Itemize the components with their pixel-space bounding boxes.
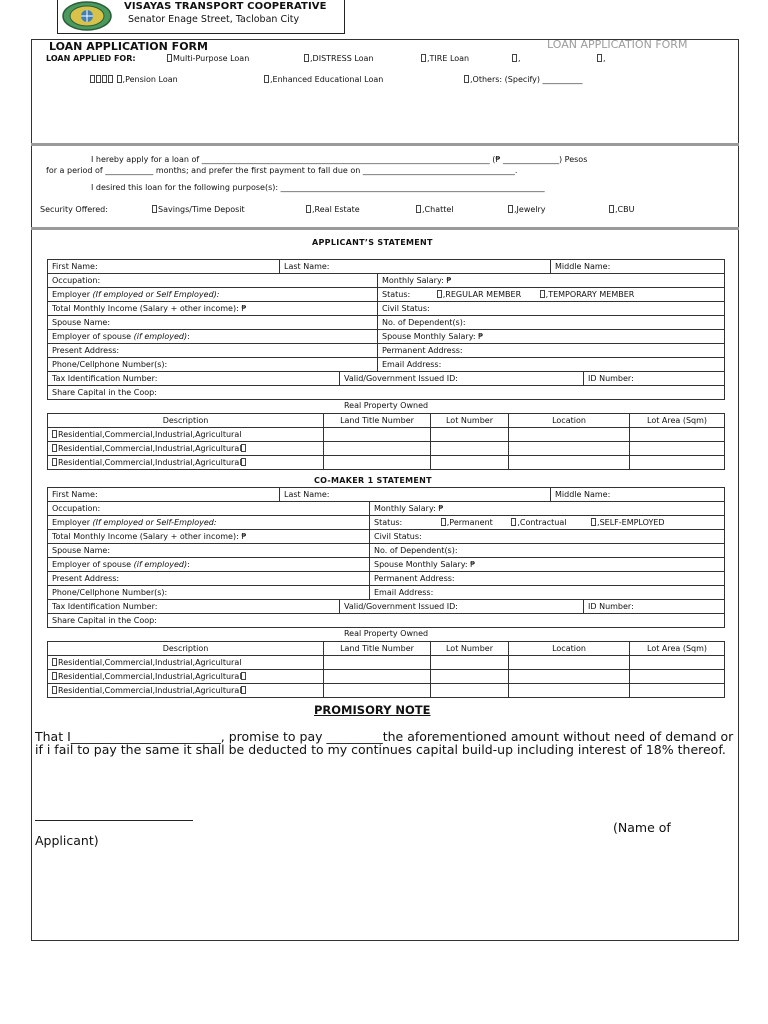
column-header: Lot Area (Sqm) [630,413,725,427]
column-header: Land Title Number [324,413,431,427]
table-row [48,614,725,628]
name-of-label: (Name of [613,820,671,835]
tin-field[interactable]: Tax Identification Number: [48,372,340,386]
checkbox-icon [464,75,469,83]
form-title-ghost: LOAN APPLICATION FORM [547,38,688,51]
checkbox-icon [508,205,513,213]
column-header: Description [48,413,324,427]
email-field[interactable]: Email Address: [378,358,725,372]
security-option-jewelry[interactable]: ,Jewelry [508,205,546,214]
table-row [48,488,725,502]
status-option-self-employed[interactable]: ,SELF-EMPLOYED [591,518,665,527]
applicant-label: Applicant) [35,833,99,848]
location-cell[interactable] [509,669,630,683]
checkbox-icon [90,75,95,83]
monthly-salary-field[interactable]: Monthly Salary: ₱ [370,502,725,516]
membership-status-field[interactable]: Status: ,REGULAR MEMBER ,TEMPORARY MEMBER [378,288,725,302]
spouse-employer-field[interactable]: Employer of spouse (if employed): [48,330,378,344]
checkbox-icon [167,54,172,62]
occupation-field[interactable]: Occupation: [48,502,370,516]
table-row [48,386,725,400]
table-row [48,288,725,302]
checkbox-icon [264,75,269,83]
security-offered-label: Security Offered: [40,205,108,214]
property-description[interactable]: Residential,Commercial,Industrial,Agricultural [48,669,324,683]
land-title-cell[interactable] [324,427,431,441]
comaker-statement-title: CO-MAKER 1 STATEMENT [314,476,432,485]
table-row [48,627,725,641]
table-row [48,372,725,386]
security-option-real-estate[interactable]: ,Real Estate [306,205,360,214]
checkbox-icon [52,444,57,452]
status-option-regular[interactable]: ,REGULAR MEMBER [437,290,521,299]
lot-area-cell[interactable] [630,683,725,697]
security-option-cbu[interactable]: ,CBU [609,205,634,214]
table-row [48,641,725,655]
loan-purpose-line[interactable]: I desired this loan for the following purpose(s): __________________________________________________________________ [91,183,545,192]
checkbox-icon [241,686,246,694]
checkbox-icon [609,205,614,213]
table-row [48,413,725,427]
column-header: Location [509,641,630,655]
location-cell[interactable] [509,427,630,441]
first-name-field[interactable]: First Name: [48,260,280,274]
lot-number-cell[interactable] [431,669,509,683]
table-row [48,260,725,274]
lot-number-cell[interactable] [431,427,509,441]
share-capital-field[interactable]: Share Capital in the Coop: [48,614,725,628]
status-option-temporary[interactable]: ,TEMPORARY MEMBER [540,290,635,299]
id-number-field[interactable]: ID Number: [584,372,725,386]
dependents-field[interactable]: No. of Dependent(s): [378,316,725,330]
checkbox-icon [306,205,311,213]
checkbox-icon [52,658,57,666]
dependents-field[interactable]: No. of Dependent(s): [370,544,725,558]
coop-address: Senator Enage Street, Tacloban City [128,14,300,25]
employer-field[interactable]: Employer (If employed or Self Employed): [48,288,378,302]
property-title: Real Property Owned [48,627,725,641]
gov-id-field[interactable]: Valid/Government Issued ID: [340,372,584,386]
total-income-field[interactable]: Total Monthly Income (Salary + other income): ₱ [48,530,370,544]
checkbox-icon [304,54,309,62]
lot-area-cell[interactable] [630,669,725,683]
column-header: Lot Number [431,413,509,427]
table-row [48,344,725,358]
table-row [48,544,725,558]
checkbox-icon [52,672,57,680]
status-option-contractual[interactable]: ,Contractual [511,518,566,527]
lot-area-cell[interactable] [630,441,725,455]
lot-number-cell[interactable] [431,655,509,669]
tin-field[interactable]: Tax Identification Number: [48,600,340,614]
security-option-savings[interactable]: Savings/Time Deposit [152,205,245,214]
table-row [48,302,725,316]
id-number-field[interactable]: ID Number: [584,600,725,614]
signature-line[interactable] [35,820,193,821]
lot-area-cell[interactable] [630,427,725,441]
table-row [48,330,725,344]
property-description[interactable]: Residential,Commercial,Industrial,Agricultural [48,441,324,455]
promissory-note-title: PROMISORY NOTE [314,703,431,717]
table-row [48,600,725,614]
monthly-salary-field[interactable]: Monthly Salary: ₱ [378,274,725,288]
spouse-employer-field[interactable]: Employer of spouse (if employed): [48,558,370,572]
table-row [48,655,725,669]
phone-field[interactable]: Phone/Cellphone Number(s): [48,586,370,600]
middle-name-field[interactable]: Middle Name: [551,488,725,502]
property-description[interactable]: Residential,Commercial,Industrial,Agricultural [48,655,324,669]
last-name-field[interactable]: Last Name: [280,488,551,502]
form-title: LOAN APPLICATION FORM [49,40,208,53]
checkbox-icon [597,54,602,62]
table-row [48,572,725,586]
land-title-cell[interactable] [324,669,431,683]
table-row [48,274,725,288]
column-header: Lot Number [431,641,509,655]
checkbox-icon [102,75,107,83]
table-row [48,683,725,697]
property-description[interactable]: Residential,Commercial,Industrial,Agricultural [48,683,324,697]
land-title-cell[interactable] [324,683,431,697]
property-title: Real Property Owned [48,399,725,413]
table-row [48,441,725,455]
location-cell[interactable] [509,455,630,469]
employer-field[interactable]: Employer (If employed or Self-Employed: [48,516,370,530]
last-name-field[interactable]: Last Name: [280,260,551,274]
lot-number-cell[interactable] [431,455,509,469]
loan-period-line[interactable]: for a period of ____________ months; and prefer the first payment to fall due on ______________________________________. [46,166,518,175]
comaker-info-table [47,487,725,628]
table-row [48,669,725,683]
section-divider [31,143,739,146]
gov-id-field[interactable]: Valid/Government Issued ID: [340,600,584,614]
occupation-field[interactable]: Occupation: [48,274,378,288]
location-cell[interactable] [509,683,630,697]
location-cell[interactable] [509,655,630,669]
checkbox-icon [108,75,113,83]
email-field[interactable]: Email Address: [370,586,725,600]
share-capital-field[interactable]: Share Capital in the Coop: [48,386,725,400]
checkbox-icon [241,444,246,452]
lot-area-cell[interactable] [630,655,725,669]
checkbox-icon [416,205,421,213]
loan-option-others[interactable]: ,Others: (Specify) __________ [464,75,583,84]
table-row [48,558,725,572]
security-option-chattel[interactable]: ,Chattel [416,205,454,214]
permanent-address-field[interactable]: Permanent Address: [378,344,725,358]
first-name-field[interactable]: First Name: [48,488,280,502]
present-address-field[interactable]: Present Address: [48,572,370,586]
checkbox-icon [421,54,426,62]
spouse-name-field[interactable]: Spouse Name: [48,544,370,558]
promissory-note-text: That I________________________, promise to pay _________the aforementioned amount without need of demand or if i fail to pay the same it shall be deducted to my continues capital build-up including interest of 18% thereof. [35,729,734,757]
loan-option-tire[interactable]: ,TIRE Loan [421,54,469,63]
table-row [48,358,725,372]
total-income-field[interactable]: Total Monthly Income (Salary + other income): ₱ [48,302,378,316]
phone-field[interactable]: Phone/Cellphone Number(s): [48,358,378,372]
checkbox-icon [52,430,57,438]
column-header: Land Title Number [324,641,431,655]
civil-status-field[interactable]: Civil Status: [370,530,725,544]
spouse-salary-field[interactable]: Spouse Monthly Salary: ₱ [370,558,725,572]
table-row [48,455,725,469]
column-header: Description [48,641,324,655]
table-row [48,516,725,530]
table-row [48,427,725,441]
checkbox-icon [96,75,101,83]
lot-number-cell[interactable] [431,441,509,455]
present-address-field[interactable]: Present Address: [48,344,378,358]
civil-status-field[interactable]: Civil Status: [378,302,725,316]
loan-option-pension[interactable]: ,Pension Loan [90,75,178,84]
location-cell[interactable] [509,441,630,455]
checkbox-icon [52,686,57,694]
land-title-cell[interactable] [324,455,431,469]
coop-name: VISAYAS TRANSPORT COOPERATIVE [124,1,327,12]
property-description[interactable]: Residential,Commercial,Industrial,Agricultural [48,455,324,469]
table-row [48,502,725,516]
spouse-name-field[interactable]: Spouse Name: [48,316,378,330]
checkbox-icon [540,290,545,298]
checkbox-icon [152,205,157,213]
checkbox-icon [511,518,516,526]
loan-option-enhanced-educational[interactable]: ,Enhanced Educational Loan [264,75,383,84]
checkbox-icon [437,290,442,298]
checkbox-icon [117,75,122,83]
applicant-statement-title: APPLICANT’S STATEMENT [312,238,433,247]
column-header: Location [509,413,630,427]
property-description[interactable]: Residential,Commercial,Industrial,Agricultural [48,427,324,441]
table-row [48,399,725,413]
permanent-address-field[interactable]: Permanent Address: [370,572,725,586]
table-row [48,586,725,600]
cooperative-logo [60,0,114,32]
section-divider [31,227,739,230]
checkbox-icon [241,458,246,466]
applicant-info-table [47,259,725,400]
loan-option-blank-1[interactable]: , [512,54,521,63]
table-row [48,530,725,544]
land-title-cell[interactable] [324,655,431,669]
loan-applied-for-label: LOAN APPLIED FOR: [46,54,136,63]
loan-option-blank-2[interactable]: , [597,54,606,63]
checkbox-icon [591,518,596,526]
middle-name-field[interactable]: Middle Name: [551,260,725,274]
column-header: Lot Area (Sqm) [630,641,725,655]
status-option-permanent[interactable]: ,Permanent [441,518,493,527]
table-row [48,316,725,330]
lot-number-cell[interactable] [431,683,509,697]
land-title-cell[interactable] [324,441,431,455]
loan-option-distress[interactable]: ,DISTRESS Loan [304,54,374,63]
comaker-property-table [47,627,725,698]
employment-status-field[interactable]: Status: ,Permanent ,Contractual ,SELF-EMPLOYED [370,516,725,530]
checkbox-icon [52,458,57,466]
checkbox-icon [512,54,517,62]
checkbox-icon [441,518,446,526]
apply-amount-line[interactable]: I hereby apply for a loan of ________________________________________________________________________ (₱ ______________) Pesos [91,155,588,164]
loan-option-multi-purpose[interactable]: Multi-Purpose Loan [167,54,249,63]
checkbox-icon [241,672,246,680]
spouse-salary-field[interactable]: Spouse Monthly Salary: ₱ [378,330,725,344]
lot-area-cell[interactable] [630,455,725,469]
applicant-property-table [47,399,725,470]
